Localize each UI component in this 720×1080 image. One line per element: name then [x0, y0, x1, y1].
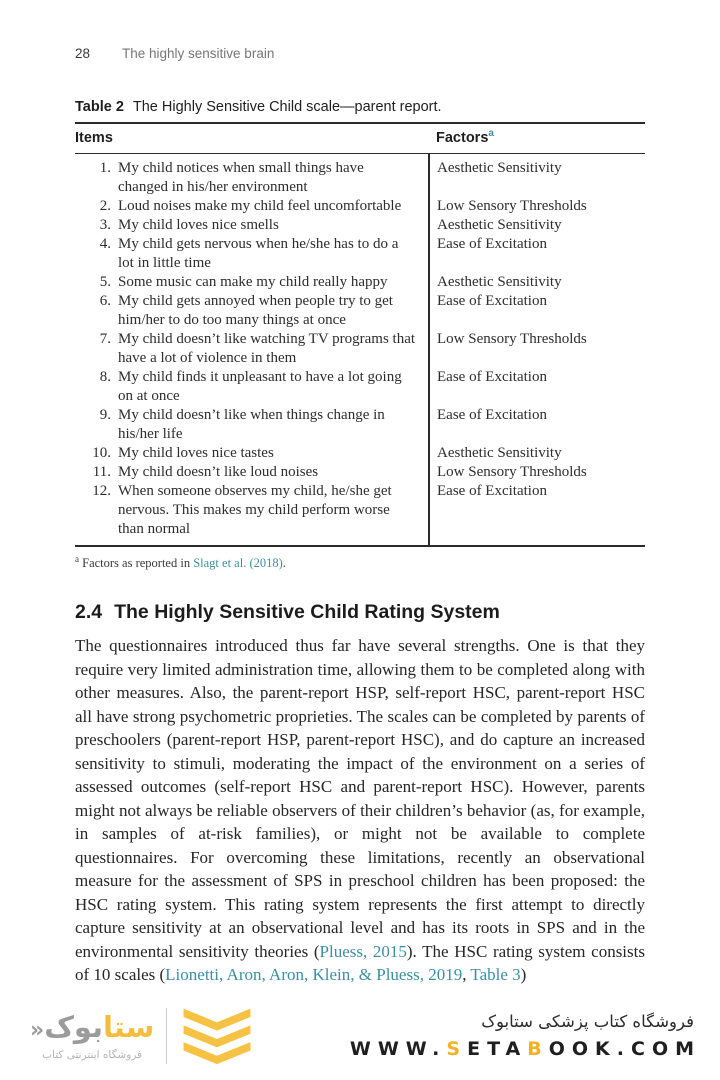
- setabook-tagline: فروشگاه اینترنتی کتاب: [42, 1048, 143, 1061]
- table-row: [75, 444, 645, 463]
- table-footnote: [75, 554, 645, 571]
- item-cell: [75, 482, 428, 539]
- table-row: [75, 482, 645, 539]
- citation-link-slagt-2018[interactable]: Slagt et al. (2018): [193, 556, 283, 571]
- table-row: [75, 292, 645, 330]
- item-cell: [75, 197, 428, 216]
- item-cell: [75, 216, 428, 235]
- item-text: My child doesn’t like watching TV programs that have a lot of violence in them: [118, 331, 416, 366]
- factor-text: Ease of Excitation: [437, 483, 547, 499]
- table-row: [75, 216, 645, 235]
- item-number: 3.: [99, 217, 111, 233]
- url-part-gold: B: [527, 1038, 549, 1060]
- item-number: 5.: [99, 274, 111, 290]
- factor-text: Aesthetic Sensitivity: [437, 160, 562, 176]
- factor-text: Ease of Excitation: [437, 407, 547, 423]
- item-cell: [75, 406, 428, 444]
- item-number: 7.: [99, 331, 111, 347]
- citation-link-pluess-2015[interactable]: Pluess, 2015: [319, 941, 407, 961]
- table-2: [75, 99, 645, 571]
- table-row: [75, 406, 645, 444]
- table-body: [75, 154, 645, 547]
- item-text: Loud noises make my child feel uncomfortable: [118, 198, 402, 214]
- item-number: 12.: [92, 483, 111, 499]
- running-head: [75, 46, 645, 61]
- paragraph-text: ): [520, 965, 527, 985]
- item-text: Some music can make my child really happy: [118, 274, 388, 290]
- paragraph-text: The questionnaires introduced thus far have several strengths. One is that they require very limited administration time, allowing them to be completed along with other measures. Also, the parent-report HSP, self-report HSC, parent-report HSC all have strong psychometric proprieties. The scales can be completed by parents of preschoolers (parent-report HSP, parent-report HSC), and do capture an increased sensitivity to stimuli, moderating the impact of the environment on a series of assessed outcomes (self-report HSC and parent-report HSC). However, parents might not always be reliable observers of their children’s behavior (as, for example, in samples of at-risk families), or might not be available to complete questionnaires. For overcoming these limitations, recently an observational measure for the assessment of SPS in preschool children has been proposed: the HSC rating system. This rating system represents the first attempt to directly capture sensitivity at an observational level and has its roots in SPS and in the environmental sensitivity theories (: [75, 636, 645, 961]
- footnote-text: Factors as reported in: [79, 556, 194, 571]
- table-row: [75, 368, 645, 406]
- wordmark-grey-part: بوک: [44, 1009, 103, 1044]
- table-row: [75, 463, 645, 482]
- table-row: [75, 159, 645, 197]
- factor-text: Low Sensory Thresholds: [437, 331, 587, 347]
- column-header-factors: [428, 130, 645, 146]
- section-title: The Highly Sensitive Child Rating System: [114, 601, 500, 624]
- section-number: 2.4: [75, 601, 103, 624]
- paragraph-text: ). The HSC rating system consists of 10 scales (: [75, 941, 645, 985]
- item-number: 4.: [99, 236, 111, 252]
- cross-reference-table-3[interactable]: Table 3: [470, 965, 521, 985]
- setabook-watermark-footer: [0, 998, 720, 1080]
- factor-text: Ease of Excitation: [437, 236, 547, 252]
- table-row: [75, 330, 645, 368]
- factor-text: Aesthetic Sensitivity: [437, 274, 562, 290]
- url-part-gold: S: [446, 1038, 468, 1060]
- running-title: The highly sensitive brain: [122, 46, 275, 61]
- item-number: 11.: [92, 464, 111, 480]
- setabook-url: [350, 1038, 701, 1060]
- column-divider: [428, 154, 430, 545]
- factor-text: Low Sensory Thresholds: [437, 198, 587, 214]
- citation-link-lionetti-2019[interactable]: Lionetti, Aron, Aron, Klein, & Pluess, 2019: [165, 965, 463, 985]
- table-caption: [75, 99, 645, 115]
- table-row: [75, 273, 645, 292]
- item-cell: [75, 273, 428, 292]
- item-text: When someone observes my child, he/she get nervous. This makes my child perform worse than normal: [118, 483, 392, 537]
- setabook-wordmark: [30, 1009, 155, 1046]
- item-number: 10.: [92, 445, 111, 461]
- url-part: ETA: [467, 1038, 528, 1060]
- item-text: My child doesn’t like when things change in his/her life: [118, 407, 385, 442]
- footnote-period: .: [282, 556, 286, 571]
- item-cell: [75, 444, 428, 463]
- paragraph-text: ,: [462, 965, 471, 985]
- table-row: [75, 197, 645, 216]
- column-header-items: Items: [75, 130, 113, 146]
- page-number: 28: [75, 46, 91, 61]
- item-cell: [75, 235, 428, 273]
- url-part: WWW.: [349, 1038, 447, 1060]
- item-text: My child finds it unpleasant to have a lot going on at once: [118, 369, 402, 404]
- body-paragraph: [75, 634, 645, 987]
- item-number: 9.: [99, 407, 111, 423]
- item-cell: [75, 159, 428, 197]
- footnote-marker: a: [75, 554, 79, 564]
- factors-footnote-marker: a: [488, 128, 494, 140]
- item-number: 8.: [99, 369, 111, 385]
- item-text: My child doesn’t like loud noises: [118, 464, 319, 480]
- wordmark-gold-part: ستا: [102, 1009, 155, 1044]
- setabook-wordmark-stack: [30, 1009, 155, 1061]
- item-number: 6.: [99, 293, 111, 309]
- table-row: [75, 235, 645, 273]
- url-part: OOK.COM: [548, 1038, 701, 1060]
- factor-text: Aesthetic Sensitivity: [437, 445, 562, 461]
- factor-text: Aesthetic Sensitivity: [437, 217, 562, 233]
- factor-text: Ease of Excitation: [437, 369, 547, 385]
- setabook-chevron-emblem-icon: [179, 1005, 255, 1067]
- footer-text-block: [349, 1012, 701, 1060]
- item-cell: [75, 463, 428, 482]
- item-number: 2.: [99, 198, 111, 214]
- item-text: My child gets annoyed when people try to get him/her to do too many things at once: [118, 293, 393, 328]
- wordmark-guillemet: «: [30, 1017, 45, 1043]
- item-text: My child loves nice tastes: [118, 445, 274, 461]
- table-caption-text: The Highly Sensitive Child scale—parent report.: [132, 99, 442, 115]
- factor-text: Ease of Excitation: [437, 293, 547, 309]
- item-cell: [75, 292, 428, 330]
- item-text: My child gets nervous when he/she has to do a lot in little time: [118, 236, 399, 271]
- item-number: 1.: [99, 160, 111, 176]
- factor-text: Low Sensory Thresholds: [437, 464, 587, 480]
- item-text: My child loves nice smells: [118, 217, 279, 233]
- item-cell: [75, 368, 428, 406]
- setabook-logo: [30, 1005, 255, 1067]
- table-caption-label: Table 2: [75, 99, 124, 115]
- column-header-factors-label: Factors: [436, 130, 489, 146]
- item-cell: [75, 330, 428, 368]
- footer-divider: [166, 1008, 167, 1064]
- store-title: فروشگاه کتاب پزشکی ستابوک: [481, 1012, 694, 1031]
- table-header-row: [75, 122, 645, 154]
- section-heading: [75, 601, 645, 624]
- item-text: My child notices when small things have changed in his/her environment: [118, 160, 364, 195]
